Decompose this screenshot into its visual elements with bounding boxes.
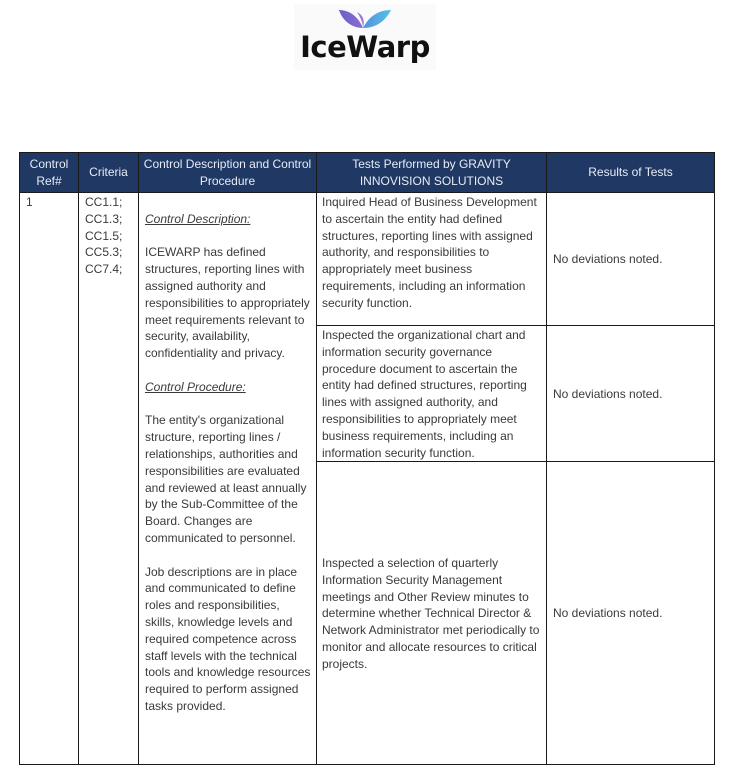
procedure-text-1: The entity's organizational structure, reporting lines / relationships, authorities and responsibilities are evaluated and reviewed at least annually by the Sub-Committee of the Board. Changes are communicated to personnel. (145, 413, 307, 545)
test-performed-cell: Inspected a selection of quarterly Information Security Management meetings and Other Review minutes to determine whether Technical Director & Network Administrator met periodically to monitor and allocate resources to critical projects. (317, 462, 547, 765)
criteria-item: CC1.1; (85, 195, 123, 209)
test-result-cell: No deviations noted. (547, 193, 715, 326)
header-tests-performed: Tests Performed by GRAVITY INNOVISION SOLUTIONS (317, 153, 547, 193)
header-control-ref: Control Ref# (20, 153, 79, 193)
icewarp-wings-logo-icon (339, 8, 391, 30)
criteria-item: CC1.5; (85, 228, 123, 243)
control-ref-cell: 1 (20, 193, 79, 765)
controls-table (19, 152, 715, 765)
icewarp-logo (294, 4, 436, 70)
test-result-cell: No deviations noted. (547, 326, 715, 462)
logo-wordmark: IceWarp (300, 30, 430, 64)
description-heading: Control Description: (145, 211, 251, 226)
header-control-description: Control Description and Control Procedure (139, 153, 317, 193)
control-description-cell (139, 193, 317, 765)
criteria-item: CC5.3; (85, 245, 123, 260)
header-results: Results of Tests (547, 153, 715, 193)
test-performed-cell: Inquired Head of Business Development to ascertain the entity had defined structures, reporting lines with assigned authority, and responsibilities to appropriately meet business requirements, including an information security function. (317, 193, 547, 326)
procedure-heading: Control Procedure: (145, 379, 246, 394)
table-header-row (20, 153, 715, 193)
criteria-item: CC1.3; (85, 211, 123, 226)
criteria-item: CC7.4; (85, 262, 123, 277)
criteria-cell (79, 193, 139, 765)
header-criteria: Criteria (79, 153, 139, 193)
test-result-cell: No deviations noted. (547, 462, 715, 765)
description-text: ICEWARP has defined structures, reporting lines with assigned authority and responsibilities to appropriately meet requirements relevant to security, availability, confidentiality and privacy. (145, 245, 310, 361)
test-performed-cell: Inspected the organizational chart and information security governance procedure document to ascertain the entity had defined structures, reporting lines with assigned authority, and responsibilities to appropriately meet business requirements, including an information security function. (317, 326, 547, 462)
procedure-text-2: Job descriptions are in place and communicated to define roles and responsibilities, skills, knowledge levels and required competence across staff levels with the technical tools and knowledge resources required to perform assigned tasks provided. (145, 564, 311, 713)
table-row (20, 193, 715, 326)
